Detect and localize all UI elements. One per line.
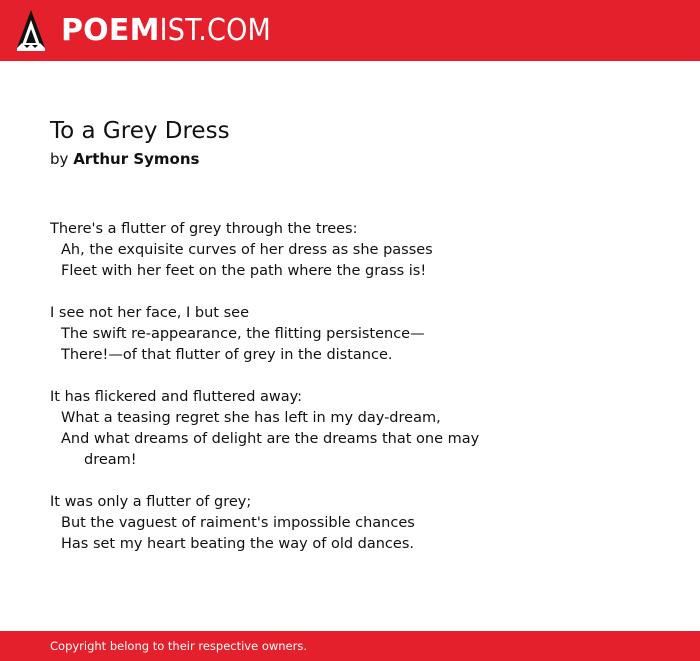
site-logo-link[interactable]: [15, 8, 271, 54]
poem-line: And what dreams of delight are the dreams that one may: [61, 431, 480, 447]
pencil-logo-icon: [15, 9, 47, 53]
poem-line: It has flickered and fluttered away:: [50, 389, 303, 405]
poem-line: It was only a flutter of grey;: [50, 494, 252, 510]
site-logo-light-text: IST.COM: [159, 13, 272, 48]
poem-line: What a teasing regret she has left in my day-dream,: [61, 410, 441, 426]
site-footer: [0, 631, 700, 661]
site-header: [0, 0, 700, 61]
poem-line: Fleet with her feet on the path where the grass is!: [61, 263, 427, 279]
stanza-spacer: [50, 282, 670, 303]
copyright-text: Copyright belong to their respective owners.: [50, 639, 308, 653]
poem-stanza-2: [50, 303, 670, 366]
poem-line: Has set my heart beating the way of old dances.: [61, 536, 414, 552]
poem-line: I see not her face, I but see: [50, 305, 249, 321]
stanza-spacer: [50, 366, 670, 387]
stanza-spacer: [50, 471, 670, 492]
poem-line: There!—of that flutter of grey in the distance.: [61, 347, 393, 363]
site-logo-text: [61, 13, 272, 48]
byline-label: by: [50, 150, 69, 168]
poem-body: [50, 219, 670, 555]
poem-line: Ah, the exquisite curves of her dress as she passes: [61, 242, 433, 258]
poem-stanza-3: [50, 387, 670, 471]
poem-line: The swift re-appearance, the flitting persistence—: [61, 326, 425, 342]
site-logo-bold-text: POEM: [61, 13, 160, 48]
poem-author: Arthur Symons: [73, 150, 200, 168]
poem-stanza-4: [50, 492, 670, 555]
poem-line: But the vaguest of raiment's impossible chances: [61, 515, 415, 531]
poem-stanza-1: [50, 219, 670, 282]
poem-title: To a Grey Dress: [50, 118, 230, 144]
poem-line: dream!: [84, 452, 137, 468]
poem-line: There's a flutter of grey through the trees:: [50, 221, 358, 237]
poem-byline: [50, 148, 199, 170]
